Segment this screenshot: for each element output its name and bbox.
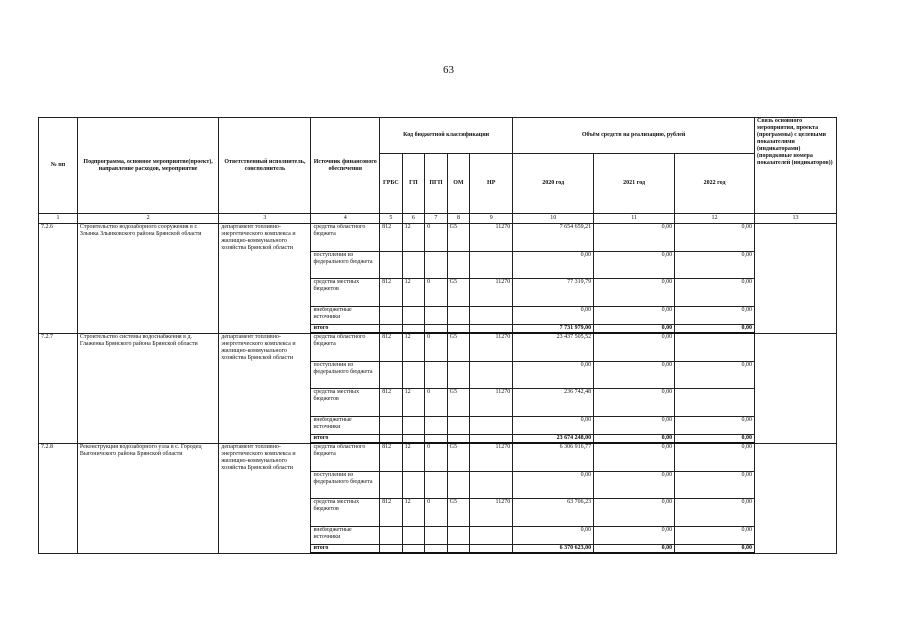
header-2020: 2020 год [513,154,594,214]
col-number: 3 [219,214,311,224]
code-om: G5 [447,499,470,527]
indicator-link-cell [755,333,837,443]
code-grbs: 812 [380,389,403,417]
header-name: Подпрограмма, основное мероприятие(проект), направление расходов, мероприятие [77,118,218,214]
table-row [39,224,837,252]
header-om: ОМ [447,154,470,214]
source-extra: внебюджетные источники [311,417,380,435]
source-local: средства местных бюджетов [311,499,380,527]
amount-2021: 0,00 [594,252,675,279]
column-numbers-row [39,214,837,224]
total-2022: 0,00 [675,545,755,554]
amount-2022: 0,00 [675,224,755,252]
col-number: 13 [755,214,837,224]
code-np: 11270 [470,333,513,362]
table-row [39,333,837,362]
total-2021: 0,00 [594,435,675,444]
col-number: 11 [594,214,675,224]
header-kbk-group: Код бюджетной классификации [380,118,513,154]
amount-2022 [675,333,755,362]
col-number: 10 [513,214,594,224]
total-2020: 23 674 248,00 [513,435,594,444]
source-regional: средства областного бюджета [311,443,380,472]
code-grbs: 812 [380,279,403,307]
code-grbs: 812 [380,499,403,527]
amount-2022: 0,00 [675,417,755,435]
amount-2022 [675,389,755,417]
col-number: 8 [447,214,470,224]
amount-2020: 77 319,79 [513,279,594,307]
entry-block [39,443,837,553]
code-np: 11270 [470,443,513,472]
source-federal: поступления из федерального бюджета [311,252,380,279]
code-pgp: 0 [425,224,448,252]
col-number: 9 [470,214,513,224]
amount-2020: 7 654 659,21 [513,224,594,252]
code-gp: 12 [402,224,425,252]
code-pgp: 0 [425,279,448,307]
amount-2020: 0,00 [513,362,594,389]
amount-2020: 236 742,48 [513,389,594,417]
source-extra: внебюджетные источники [311,307,380,325]
amount-2020: 63 706,23 [513,499,594,527]
col-number: 7 [425,214,448,224]
amount-2020: 0,00 [513,252,594,279]
col-number: 5 [380,214,403,224]
table-header [39,118,837,224]
amount-2021: 0,00 [594,499,675,527]
amount-2020: 23 437 505,52 [513,333,594,362]
source-federal: поступления из федерального бюджета [311,472,380,499]
amount-2021: 0,00 [594,279,675,307]
source-total: итого [311,435,380,444]
budget-table [38,117,837,554]
header-volume-group: Объём средств на реализацию, рублей [513,118,755,154]
table-row [39,443,837,472]
indicator-link-cell [755,443,837,553]
header-gp: ГП [402,154,425,214]
indicator-link-cell [755,224,837,334]
entry-number: 7.2.7 [39,333,78,443]
total-2022: 0,00 [675,325,755,334]
amount-2021: 0,00 [594,472,675,499]
code-pgp: 0 [425,443,448,472]
entry-responsible: департамент топливно-энергетического комплекса и жилищно-коммунального хозяйства Брянской области [219,224,311,334]
col-number: 1 [39,214,78,224]
source-local: средства местных бюджетов [311,389,380,417]
amount-2020: 0,00 [513,527,594,545]
amount-2021: 0,00 [594,443,675,472]
source-extra: внебюджетные источники [311,527,380,545]
code-gp: 12 [402,333,425,362]
amount-2022: 0,00 [675,527,755,545]
code-np: 11270 [470,224,513,252]
total-2021: 0,00 [594,545,675,554]
amount-2020: 0,00 [513,417,594,435]
amount-2021: 0,00 [594,527,675,545]
entry-block [39,224,837,334]
header-link: Связь основного мероприятия, проекта (программы) с целевыми показателями (индикаторами) (порядковые номера показателей (индикаторов)) [755,118,837,214]
entry-responsible: департамент топливно-энергетического комплекса и жилищно-коммунального хозяйства Брянской области [219,443,311,553]
code-np: 11270 [470,499,513,527]
header-num: № пп [39,118,78,214]
code-pgp: 0 [425,389,448,417]
code-np: 11270 [470,279,513,307]
amount-2021: 0,00 [594,389,675,417]
total-2020: 6 370 623,00 [513,545,594,554]
code-om: G5 [447,333,470,362]
amount-2022: 0,00 [675,472,755,499]
code-grbs: 812 [380,443,403,472]
amount-2020: 0,00 [513,307,594,325]
amount-2022: 0,00 [675,279,755,307]
code-om: G5 [447,389,470,417]
entry-name: Реконструкция водозаборного узла в с. Городец Выгоничского района Брянской области [77,443,218,553]
amount-2022: 0,00 [675,252,755,279]
header-source: Источник финансового обеспечения [311,118,380,214]
entry-responsible: департамент топливно-энергетического комплекса и жилищно-коммунального хозяйства Брянской области [219,333,311,443]
header-np: НР [470,154,513,214]
code-gp: 12 [402,499,425,527]
code-gp: 12 [402,443,425,472]
page-number: 63 [443,64,454,76]
source-federal: поступления из федерального бюджета [311,362,380,389]
total-2020: 7 731 979,00 [513,325,594,334]
code-np: 11270 [470,389,513,417]
amount-2022: 0,00 [675,362,755,389]
source-total: итого [311,325,380,334]
source-total: итого [311,545,380,554]
entry-name: Строительство водозаборного сооружения в г. Злынка Злынковского района Брянской области [77,224,218,334]
header-responsible: Ответственный исполнитель, соисполнитель [219,118,311,214]
code-om: G5 [447,224,470,252]
total-2021: 0,00 [594,325,675,334]
source-local: средства местных бюджетов [311,279,380,307]
entry-number: 7.2.6 [39,224,78,334]
source-regional: средства областного бюджета [311,333,380,362]
total-2022: 0,00 [675,435,755,444]
header-pgp: ПГП [425,154,448,214]
amount-2021: 0,00 [594,362,675,389]
code-pgp: 0 [425,333,448,362]
amount-2021: 0,00 [594,307,675,325]
entry-block [39,333,837,443]
entry-number: 7.2.8 [39,443,78,553]
code-pgp: 0 [425,499,448,527]
amount-2022: 0,00 [675,443,755,472]
code-grbs: 812 [380,224,403,252]
amount-2022: 0,00 [675,307,755,325]
amount-2021: 0,00 [594,417,675,435]
entry-name: Строительство системы водоснабжения в д. Глаженка Брянского района Брянской области [77,333,218,443]
header-grbs: ГРБС [380,154,403,214]
col-number: 2 [77,214,218,224]
col-number: 6 [402,214,425,224]
amount-2022: 0,00 [675,499,755,527]
amount-2021: 0,00 [594,224,675,252]
header-2022: 2022 год [675,154,755,214]
code-om: G5 [447,279,470,307]
col-number: 12 [675,214,755,224]
amount-2020: 0,00 [513,472,594,499]
col-number: 4 [311,214,380,224]
amount-2021: 0,00 [594,333,675,362]
code-gp: 12 [402,389,425,417]
code-grbs: 812 [380,333,403,362]
header-2021: 2021 год [594,154,675,214]
source-regional: средства областного бюджета [311,224,380,252]
amount-2020: 6 306 916,77 [513,443,594,472]
code-om: G5 [447,443,470,472]
code-gp: 12 [402,279,425,307]
